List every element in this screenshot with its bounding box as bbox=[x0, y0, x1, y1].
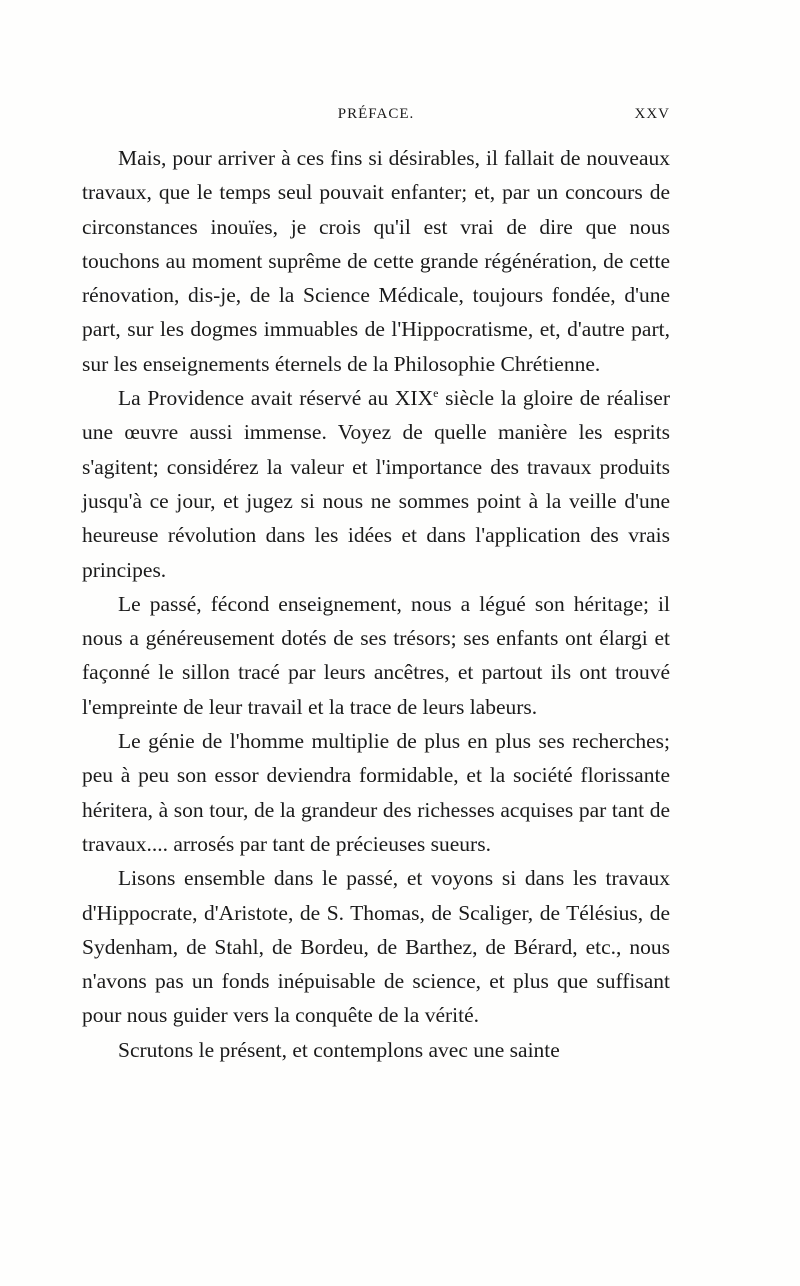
running-title: PRÉFACE. bbox=[337, 106, 415, 122]
paragraph: Le passé, fécond enseignement, nous a légué son héritage; il nous a généreusement dotés de ses trésors; ses enfants ont élargi et façonné le sillon tracé par leurs ancêtres, et partout ils ont trouvé l'empreinte de leur travail et la trace de leurs labeurs. bbox=[82, 591, 670, 719]
body-text bbox=[82, 141, 670, 1067]
superscript: e bbox=[433, 385, 439, 400]
running-head bbox=[82, 106, 670, 130]
paragraph: Lisons ensemble dans le passé, et voyons si dans les travaux d'Hippocrate, d'Aristote, de S. Thomas, de Scaliger, de Télésius, de Sydenham, de Stahl, de Bordeu, de Barthez, de Bérard, etc., nous n'avons pas un fonds inépuisable de science, et plus que suffisant pour nous guider vers la conquête de la vérité. bbox=[82, 866, 670, 1028]
paragraph: Le génie de l'homme multiplie de plus en plus ses recherches; peu à peu son essor deviendra formidable, et la société florissante héritera, à son tour, de la grandeur des richesses acquises par tant de travaux.... arrosés par tant de précieuses sueurs. bbox=[82, 729, 670, 856]
paragraph bbox=[82, 381, 670, 587]
page-number: XXV bbox=[634, 106, 670, 122]
paragraph: Scrutons le présent, et contemplons avec une sainte bbox=[118, 1037, 560, 1062]
paragraph-text: siècle la gloire de réaliser une œuvre aussi immense. Voyez de quelle manière les esprits s'agitent; considérez la valeur et l'importance des travaux produits jusqu'à ce jour, et jugez si nous ne sommes point à la veille d'une heureuse révolution dans les idées et dans l'application des vrais principes. bbox=[82, 386, 670, 582]
paragraph: Mais, pour arriver à ces fins si désirables, il fallait de nouveaux travaux, que le temps seul pouvait enfanter; et, par un concours de circonstances inouïes, je crois qu'il est vrai de dire que nous touchons au moment suprême de cette grande régénération, de cette rénovation, dis-je, de la Science Médicale, toujours fondée, d'une part, sur les dogmes immuables de l'Hippocratisme, et, d'autre part, sur les enseignements éternels de la Philosophie Chrétienne. bbox=[82, 146, 670, 376]
paragraph-text: La Providence avait réservé au XIX bbox=[118, 386, 434, 411]
